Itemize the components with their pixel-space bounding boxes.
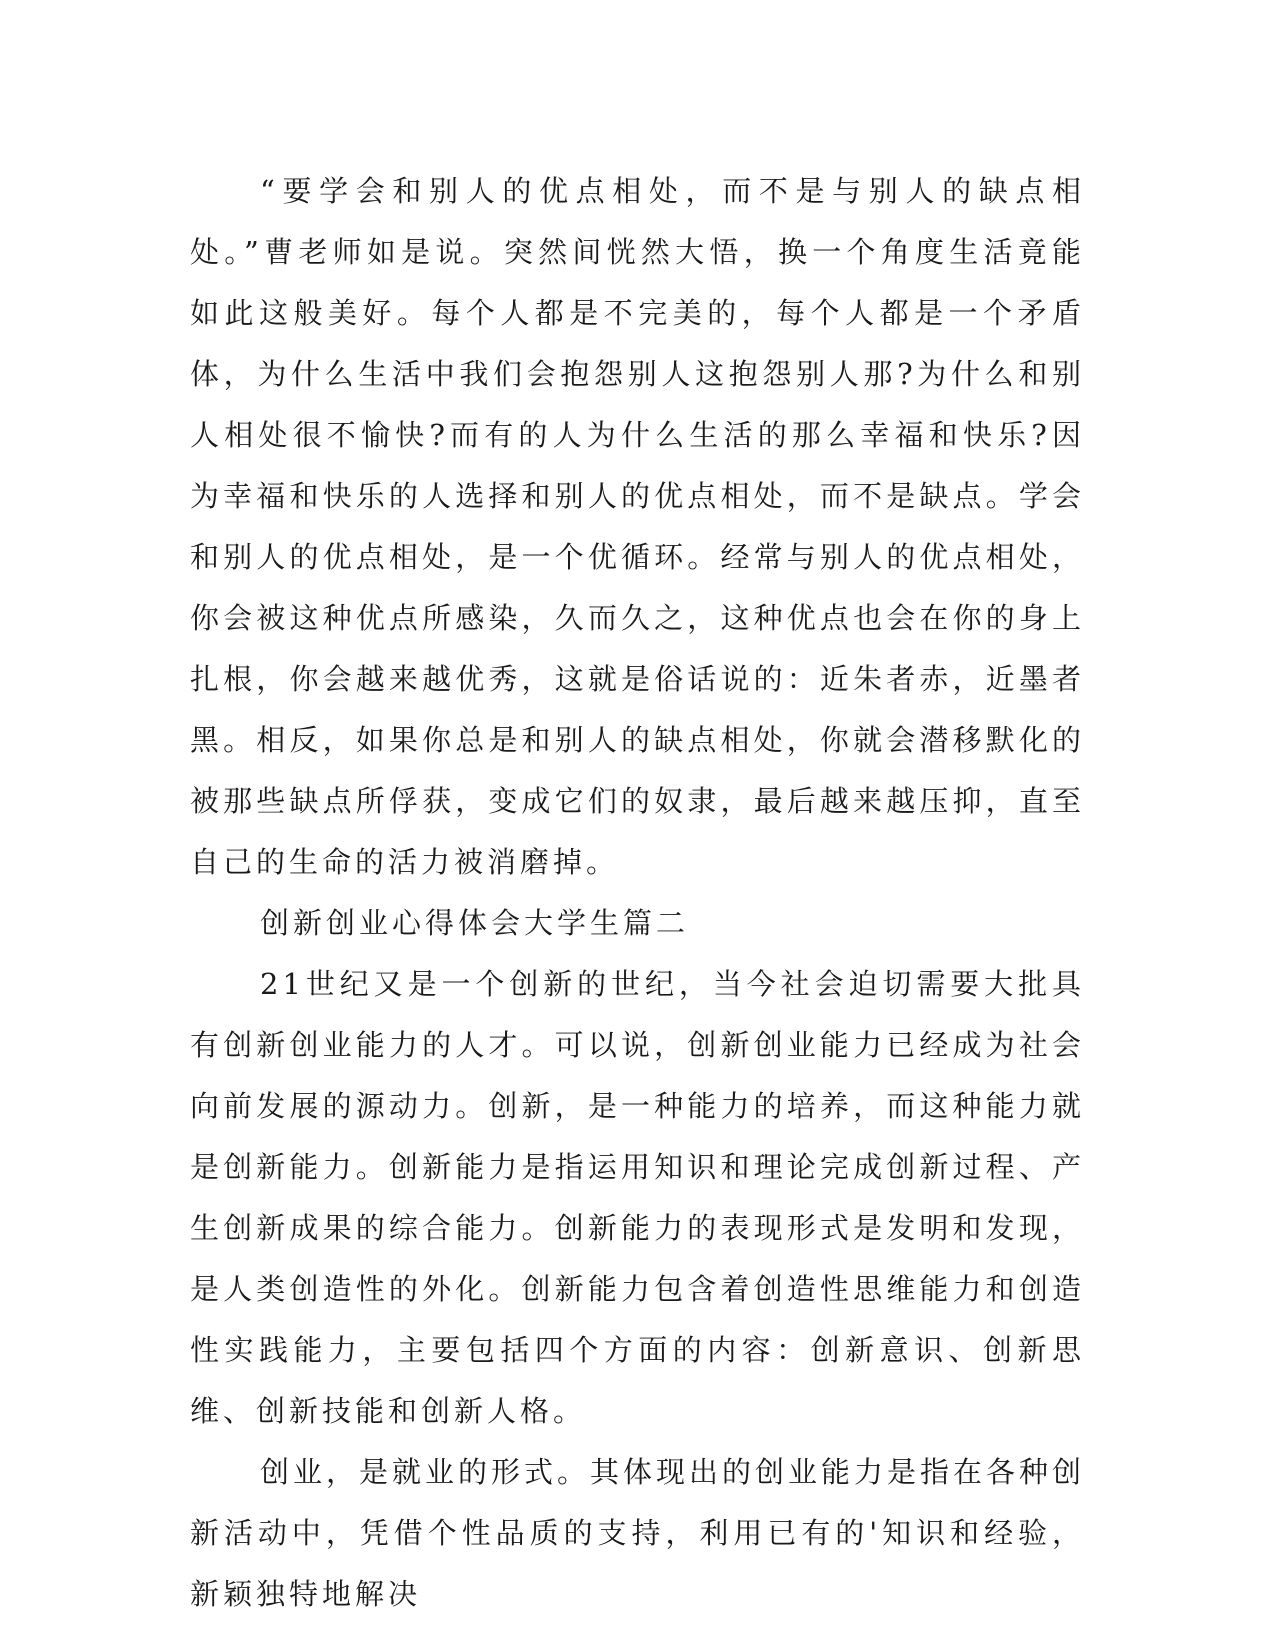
- paragraph-intro: “要学会和别人的优点相处，而不是与别人的缺点相处。”曹老师如是说。突然间恍然大悟，换一个角度生活竟能如此这般美好。每个人都是不完美的，每个人都是一个矛盾体，为什么生活中我们会抱怨别人这抱怨别人那?为什么和别人相处很不愉快?而有的人为什么生活的那么幸福和快乐?因为幸福和快乐的人选择和别人的优点相处，而不是缺点。学会和别人的优点相处，是一个优循环。经常与别人的优点相处，你会被这种优点所感染，久而久之，这种优点也会在你的身上扎根，你会越来越优秀，这就是俗话说的：近朱者赤，近墨者黑。相反，如果你总是和别人的缺点相处，你就会潜移默化的被那些缺点所俘获，变成它们的奴隶，最后越来越压抑，直至自己的生命的活力被消磨掉。: [190, 174, 1085, 879]
- paragraph-entrepreneurship: 创业，是就业的形式。其体现出的创业能力是指在各种创新活动中，凭借个性品质的支持，利用已有的'知识和经验，新颖独特地解决: [190, 1455, 1086, 1611]
- section-heading: 创新创业心得体会大学生篇二: [260, 906, 690, 940]
- paragraph-innovation: 21世纪又是一个创新的世纪，当今社会迫切需要大批具有创新创业能力的人才。可以说，创新创业能力已经成为社会向前发展的源动力。创新，是一种能力的培养，而这种能力就是创新能力。创新能力是指运用知识和理论完成创新过程、产生创新成果的综合能力。创新能力的表现形式是发明和发现，是人类创造性的外化。创新能力包含着创造性思维能力和创造性实践能力，主要包括四个方面的内容：创新意识、创新思维、创新技能和创新人格。: [190, 967, 1085, 1428]
- document-body: [190, 161, 1085, 1625]
